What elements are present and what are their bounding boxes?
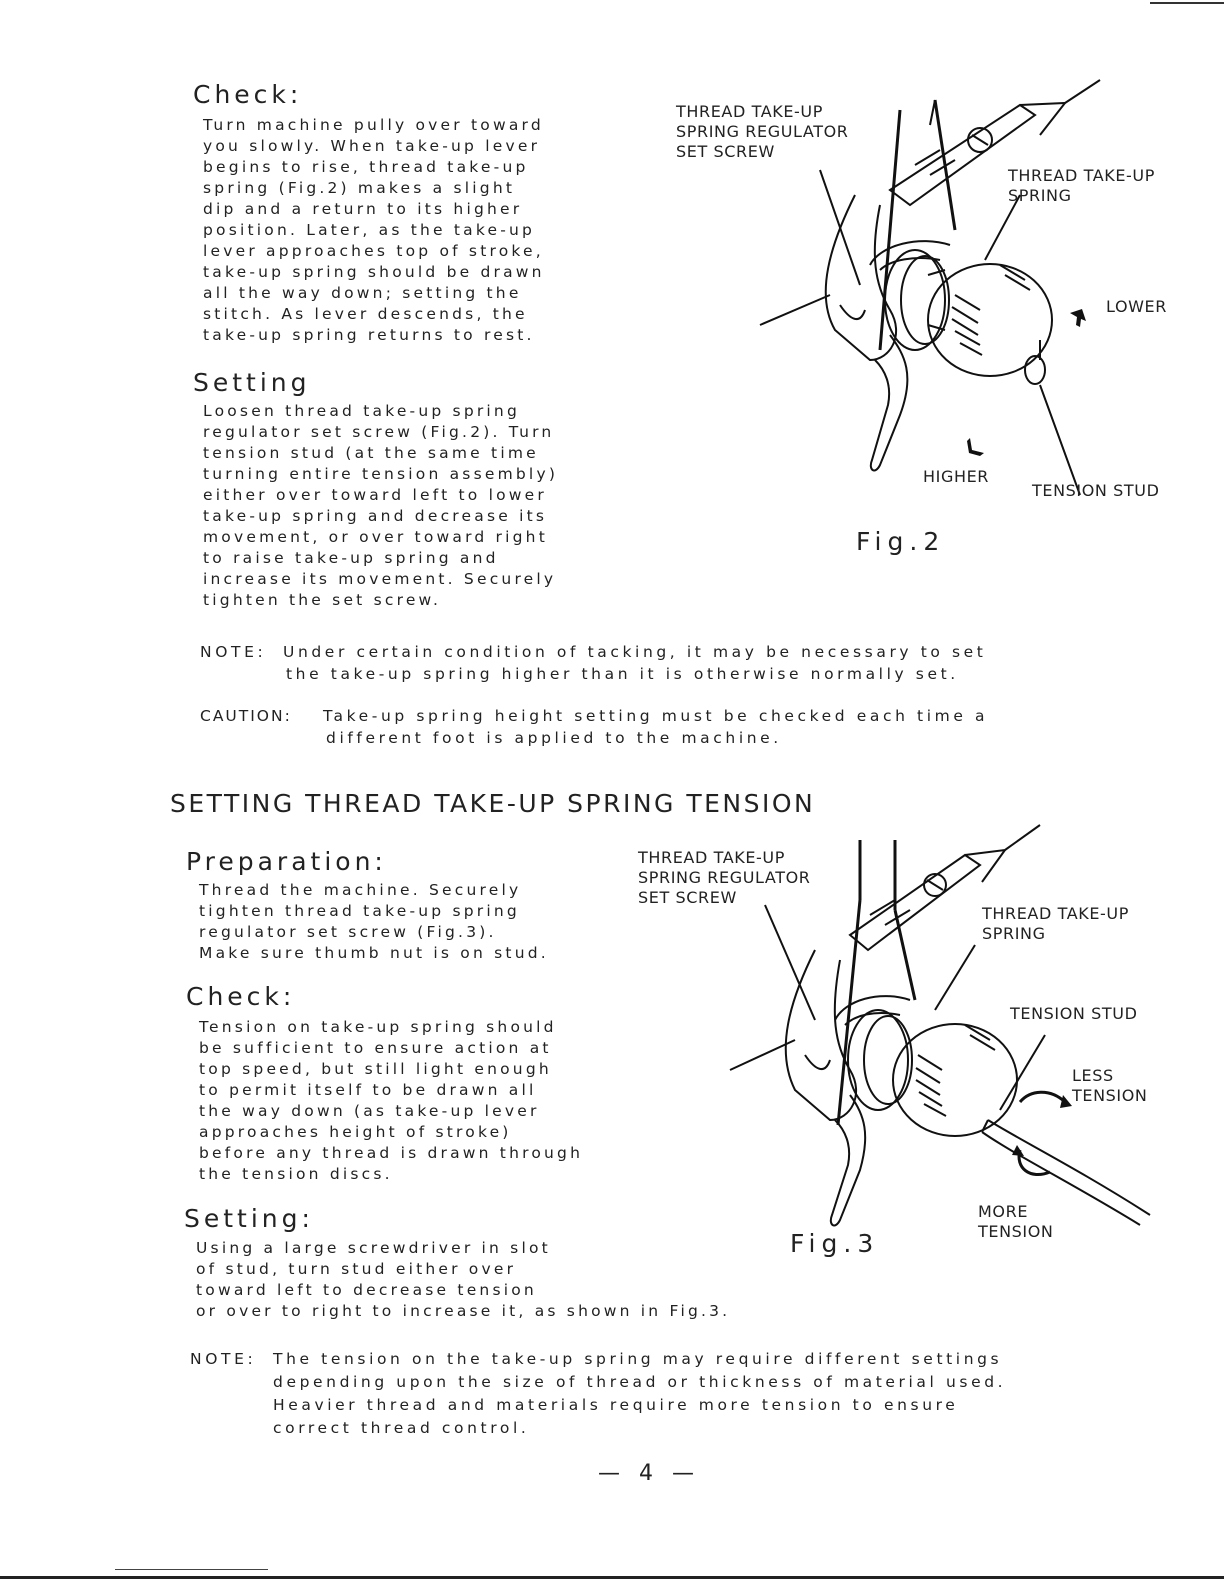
setting-paragraph bbox=[203, 401, 558, 611]
text-line: to raise take-up spring and bbox=[203, 549, 499, 567]
text-line: of stud, turn stud either over bbox=[196, 1260, 517, 1278]
text-line: Tension on take-up spring should bbox=[199, 1018, 557, 1036]
fig3-regulator-label: THREAD TAKE-UP SPRING REGULATOR SET SCREW bbox=[638, 848, 811, 907]
setting-paragraph-2 bbox=[196, 1238, 730, 1322]
fig2-stud-label: TENSION STUD bbox=[1032, 481, 1160, 500]
text-line: tighten the set screw. bbox=[203, 591, 442, 609]
note-line: correct thread control. bbox=[273, 1419, 530, 1437]
caution-line: different foot is applied to the machine. bbox=[326, 729, 782, 747]
check-paragraph-2 bbox=[199, 1017, 583, 1185]
text-line: take-up spring and decrease its bbox=[203, 507, 548, 525]
note-line: depending upon the size of thread or thickness of material used. bbox=[273, 1373, 1007, 1391]
page-number: — 4 — bbox=[598, 1461, 700, 1486]
fig2-higher-label: HIGHER bbox=[923, 467, 990, 486]
note-line: Heavier thread and materials require more tension to ensure bbox=[273, 1396, 959, 1414]
text-line: tighten thread take-up spring bbox=[199, 902, 520, 920]
section-title: SETTING THREAD TAKE-UP SPRING TENSION bbox=[170, 789, 816, 818]
setting-heading: Setting bbox=[193, 368, 311, 397]
text-line: all the way down; setting the bbox=[203, 284, 522, 302]
fig3-more-label: MORE TENSION bbox=[978, 1202, 1054, 1241]
text-line: regulator set screw (Fig.3). bbox=[199, 923, 497, 941]
note-label-2: NOTE: bbox=[190, 1350, 257, 1368]
lower-arrow-icon bbox=[1070, 309, 1086, 327]
text-line: take-up spring returns to rest. bbox=[203, 326, 535, 344]
footer-rule bbox=[0, 1576, 1224, 1579]
fig3-caption: Fig.3 bbox=[790, 1229, 880, 1258]
preparation-heading: Preparation: bbox=[186, 847, 387, 876]
less-tension-arrow-icon bbox=[1020, 1092, 1065, 1102]
note-label: NOTE: bbox=[200, 643, 267, 661]
text-line: stitch. As lever descends, the bbox=[203, 305, 528, 323]
fig2-spring-label: THREAD TAKE-UP SPRING bbox=[1008, 166, 1155, 205]
check-heading: Check: bbox=[193, 80, 303, 109]
text-line: dip and a return to its higher bbox=[203, 200, 523, 218]
text-line: regulator set screw (Fig.2). Turn bbox=[203, 423, 555, 441]
footer-rule-short bbox=[115, 1569, 268, 1570]
text-line: be sufficient to ensure action at bbox=[199, 1039, 552, 1057]
text-line: you slowly. When take-up lever bbox=[203, 137, 541, 155]
fig2-regulator-label: THREAD TAKE-UP SPRING REGULATOR SET SCREW bbox=[676, 102, 849, 161]
tension-dial bbox=[893, 1024, 1017, 1136]
note-line: the take-up spring higher than it is otherwise normally set. bbox=[286, 665, 959, 683]
text-line: Loosen thread take-up spring bbox=[203, 402, 520, 420]
setting-heading-2: Setting: bbox=[184, 1204, 314, 1233]
fig2-caption: Fig.2 bbox=[856, 527, 946, 556]
text-line: or over to right to increase it, as shown in Fig.3. bbox=[196, 1302, 731, 1320]
text-line: begins to rise, thread take-up bbox=[203, 158, 529, 176]
fig3-spring-label: THREAD TAKE-UP SPRING bbox=[982, 904, 1129, 943]
text-line: to permit itself to be drawn all bbox=[199, 1081, 537, 1099]
tension-disc bbox=[885, 250, 945, 350]
higher-arrow-icon bbox=[967, 438, 984, 456]
fig3-less-label: LESS TENSION bbox=[1072, 1066, 1148, 1105]
text-line: spring (Fig.2) makes a slight bbox=[203, 179, 516, 197]
check-heading-2: Check: bbox=[186, 982, 296, 1011]
text-line: Turn machine pully over toward bbox=[203, 116, 544, 134]
regulator-bracket bbox=[850, 855, 980, 950]
text-line: increase its movement. Securely bbox=[203, 570, 557, 588]
note-line: The tension on the take-up spring may require different settings bbox=[273, 1350, 1003, 1368]
text-line: turning entire tension assembly) bbox=[203, 465, 559, 483]
text-line: the way down (as take-up lever bbox=[199, 1102, 540, 1120]
text-line: lever approaches top of stroke, bbox=[203, 242, 544, 260]
text-line: take-up spring should be drawn bbox=[203, 263, 545, 281]
fig2-lower-label: LOWER bbox=[1106, 297, 1167, 316]
caution-label: CAUTION: bbox=[200, 707, 292, 725]
tension-disc bbox=[848, 1010, 908, 1110]
text-line: Thread the machine. Securely bbox=[199, 881, 522, 899]
text-line: top speed, but still light enough bbox=[199, 1060, 552, 1078]
text-line: Make sure thumb nut is on stud. bbox=[199, 944, 549, 962]
note-line: Under certain condition of tacking, it may be necessary to set bbox=[283, 643, 987, 661]
fig3-stud-label: TENSION STUD bbox=[1010, 1004, 1138, 1023]
caution-line: Take-up spring height setting must be checked each time a bbox=[323, 707, 989, 725]
text-line: position. Later, as the take-up bbox=[203, 221, 536, 239]
text-line: approaches height of stroke) bbox=[199, 1123, 512, 1141]
text-line: before any thread is drawn through bbox=[199, 1144, 584, 1162]
top-rule bbox=[1150, 2, 1224, 4]
text-line: Using a large screwdriver in slot bbox=[196, 1239, 551, 1257]
preparation-paragraph bbox=[199, 880, 549, 964]
text-line: either over toward left to lower bbox=[203, 486, 547, 504]
check-paragraph bbox=[203, 115, 545, 346]
text-line: the tension discs. bbox=[199, 1165, 393, 1183]
text-line: toward left to decrease tension bbox=[196, 1281, 537, 1299]
text-line: movement, or over toward right bbox=[203, 528, 548, 546]
text-line: tension stud (at the same time bbox=[203, 444, 539, 462]
